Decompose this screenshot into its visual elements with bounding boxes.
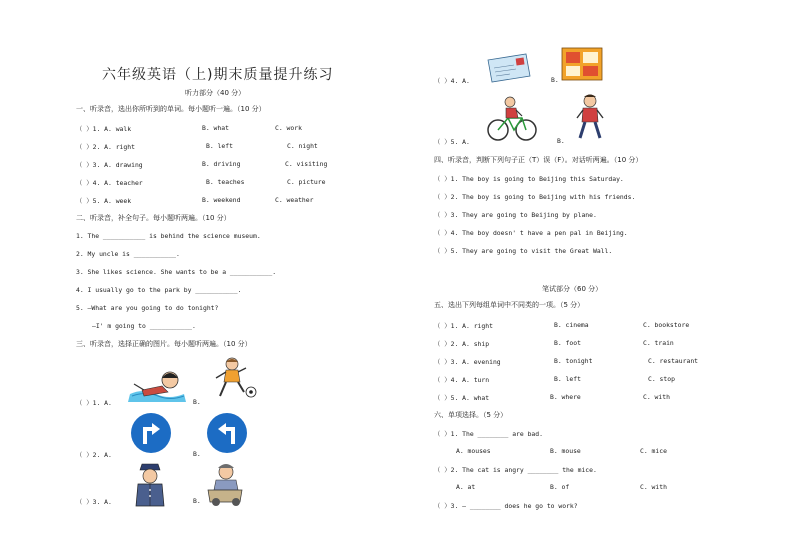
listening-heading: 听力部分（40 分）	[185, 89, 246, 97]
s1-row-2-b: B. left	[206, 142, 233, 150]
s4-line-5: （ ）5. They are going to visit the Great Wall.	[434, 247, 613, 255]
section-3-heading: 三、听录音，选择正确的图片。每小题听两遍。（10 分）	[76, 340, 252, 348]
s4-line-3: （ ）3. They are going to Beijing by plane.	[434, 211, 597, 219]
s3-row-1-b: B.	[193, 398, 201, 406]
s1-row-2-a: （ ）2. A. right	[76, 143, 135, 151]
s5-row-1-b: B. cinema	[554, 321, 589, 329]
s4-line-1: （ ）1. The boy is going to Beijing this Saturday.	[434, 175, 624, 183]
writing-heading: 笔试部分（60 分）	[542, 285, 603, 293]
s6-q2-option-a: A. at	[456, 483, 476, 491]
policeman-picture	[132, 462, 168, 508]
page-title: 六年级英语（上)期末质量提升练习	[102, 67, 334, 83]
s1-row-1-b: B. what	[202, 124, 229, 132]
s4-line-2: （ ）2. The boy is going to Beijing with his friends.	[434, 193, 636, 201]
section-1-heading: 一、听录音，选出你所听到的单词。每小题听一遍。（10 分）	[76, 105, 266, 113]
s1-row-5-c: C. weather	[275, 196, 314, 204]
s3-row-2-a: （ ）2. A.	[76, 451, 112, 459]
s1-row-5-a: （ ）5. A. week	[76, 197, 132, 205]
s5-row-3-c: C. restaurant	[648, 357, 699, 365]
s4-line-4: （ ）4. The boy doesn' t have a pen pal in Beijing.	[434, 229, 628, 237]
swimming-picture	[128, 366, 188, 404]
s5-row-4-a: （ ）4. A. turn	[434, 376, 490, 384]
s1-row-1-a: （ ）1. A. walk	[76, 125, 132, 133]
turn-left-sign-icon	[206, 412, 248, 454]
s6-question-3: （ ）3. — ________ does he go to work?	[434, 502, 578, 510]
s1-row-3-c: C. visiting	[285, 160, 328, 168]
s2-line-2: 2. My uncle is ___________.	[76, 250, 180, 258]
s2-line-4: 4. I usually go to the park by ___________.	[76, 286, 242, 294]
football-picture	[210, 356, 258, 400]
s5-row-3-b: B. tonight	[554, 357, 593, 365]
s1-row-4-c: C. picture	[287, 178, 326, 186]
s5-row-2-b: B. foot	[554, 339, 581, 347]
walking-person-picture	[574, 94, 608, 142]
s3-row-4-a: （ ）4. A.	[434, 77, 470, 85]
s3-row-5-b: B.	[557, 137, 565, 145]
s2-line-1: 1. The ___________ is behind the science museum.	[76, 232, 261, 240]
driver-picture	[204, 462, 246, 506]
s5-row-5-a: （ ）5. A. what	[434, 394, 490, 402]
section-6-heading: 六、单项选择。（5 分）	[434, 411, 508, 419]
s2-line-3: 3. She likes science. She wants to be a ___________.	[76, 268, 277, 276]
s5-row-1-a: （ ）1. A. right	[434, 322, 493, 330]
bicycle-picture	[486, 96, 538, 142]
s5-row-2-c: C. train	[643, 339, 674, 347]
s6-q2-option-c: C. with	[640, 483, 667, 491]
s3-row-1-a: （ ）1. A.	[76, 399, 112, 407]
s5-row-1-c: C. bookstore	[643, 321, 690, 329]
s1-row-5-b: B. weekend	[202, 196, 241, 204]
s6-q1-option-a: A. mouses	[456, 447, 491, 455]
s5-row-4-c: C. stop	[648, 375, 675, 383]
s3-row-5-a: （ ）5. A.	[434, 138, 470, 146]
s5-row-3-a: （ ）3. A. evening	[434, 358, 501, 366]
letter-envelope-picture	[486, 54, 532, 84]
postcard-picture	[560, 46, 604, 82]
section-2-heading: 二、听录音，补全句子。每小题听两遍。（10 分）	[76, 214, 231, 222]
s2-line-6: —I' m going to ___________.	[92, 322, 196, 330]
s1-row-1-c: C. work	[275, 124, 302, 132]
s1-row-4-a: （ ）4. A. teacher	[76, 179, 143, 187]
s6-q1-option-b: B. mouse	[550, 447, 581, 455]
s5-row-4-b: B. left	[554, 375, 581, 383]
section-4-heading: 四、听录音，判断下列句子正（T）误（F）。对话听两遍。（10 分）	[434, 156, 643, 164]
section-5-heading: 五、选出下列每组单词中不同类的一项。（5 分）	[434, 301, 585, 309]
s5-row-5-b: B. where	[550, 393, 581, 401]
s1-row-2-c: C. night	[287, 142, 318, 150]
s1-row-3-b: B. driving	[202, 160, 241, 168]
s1-row-3-a: （ ）3. A. drawing	[76, 161, 143, 169]
s3-row-3-b: B.	[193, 497, 201, 505]
s2-line-5: 5. —What are you going to do tonight?	[76, 304, 219, 312]
turn-right-sign-icon	[130, 412, 172, 454]
s6-q1-option-c: C. mice	[640, 447, 667, 455]
s6-q2-option-b: B. of	[550, 483, 570, 491]
s3-row-4-b: B.	[551, 76, 559, 84]
s1-row-4-b: B. teaches	[206, 178, 245, 186]
s5-row-5-c: C. with	[643, 393, 670, 401]
s6-question-1: （ ）1. The ________ are bad.	[434, 430, 543, 438]
s5-row-2-a: （ ）2. A. ship	[434, 340, 490, 348]
s3-row-2-b: B.	[193, 450, 201, 458]
s6-question-2: （ ）2. The cat is angry ________ the mice.	[434, 466, 597, 474]
s3-row-3-a: （ ）3. A.	[76, 498, 112, 506]
